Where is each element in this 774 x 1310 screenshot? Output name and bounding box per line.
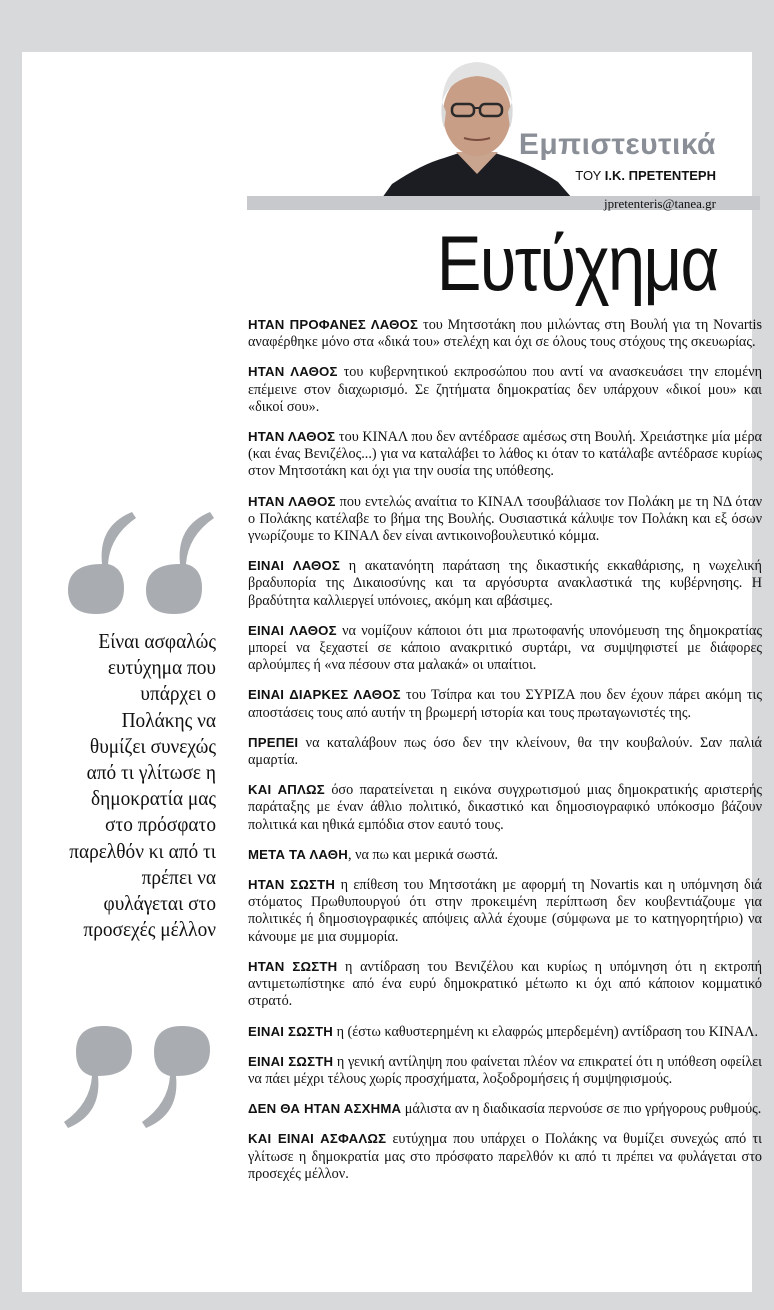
- paragraph-lead: ΕΙΝΑΙ ΛΑΘΟΣ: [248, 558, 341, 574]
- paragraph-text: η αντίδραση του Βενιζέλου και κυρίως η υπόμνηση ότι η εκτροπή αντιμετωπίστηκε από ένα ευρύ δημοκρατικό μέτωπο κι όχι από κάποιον κομματικό στρατό.: [248, 958, 762, 1010]
- paragraph-lead: ΠΡΕΠΕΙ: [248, 734, 299, 750]
- article-body: [248, 316, 762, 1195]
- paragraph-lead: ΕΙΝΑΙ ΣΩΣΤΗ: [248, 1053, 334, 1069]
- paragraph-lead: ΗΤΑΝ ΛΑΘΟΣ: [248, 429, 336, 445]
- close-quote-icon: [64, 1024, 224, 1134]
- paragraph: [248, 686, 762, 721]
- paragraph-text: η ακατανόητη παράταση της δικαστικής εκκαθάρισης, η νωχελική βραδυπορία της Δικαιοσύνης και τα αργόσυρτα ανακλαστικά της κυβέρνησης. Η βραδύτητα καλλιεργεί υπόνοιες, ακόμη και αβάσιμες.: [248, 558, 762, 609]
- author-name: Ι.Κ. ΠΡΕΤΕΝΤΕΡΗ: [604, 168, 716, 183]
- author-portrait: [382, 56, 572, 198]
- paragraph-text: όσο παρατείνεται η εικόνα συγχρωτισμού μιας δημοκρατικής αριστερής παράταξης με έναν άθλιο πολιτικό, δικαστικό και δημοσιογραφικό υπόκοσμο βάζουν πολιτικά και ηθικά εμπόδια στον εαυτό τους.: [248, 782, 763, 833]
- paragraph-text: που εντελώς αναίτια το ΚΙΝΑΛ τσουβάλιασε τον Πολάκη με τη ΝΔ όταν ο Πολάκης κατέλαβε το βήμα της Βουλής. Ουσιαστικά κάλυψε τον Πολάκη και εξ όσων γνωρίζουμε το ΚΙΝΑΛ δεν είναι αντικοινοβουλευτικό κόμμα.: [248, 493, 762, 545]
- paragraph-lead: ΔΕΝ ΘΑ ΗΤΑΝ ΑΣΧΗΜΑ: [248, 1101, 402, 1117]
- paragraph: [248, 428, 762, 481]
- pullquote: Είναι ασφαλώς ευτύχημα που υπάρχει ο Πολάκης να θυμίζει συνεχώς από τι γλίτωσε η δημοκρατία μας στο πρόσφατο παρελθόν κι από τι πρέπει να φυλάγεται στο προσεχές μέλλον: [69, 629, 216, 942]
- paragraph-text: να καταλάβουν πως όσο δεν την κλείνουν, θα την κουβαλούν. Σαν παλιά αμαρτία.: [248, 734, 762, 769]
- paragraph-text: του ΚΙΝΑΛ που δεν αντέδρασε αμέσως στη Βουλή. Χρειάστηκε μία μέρα (και ένας Βενιζέλος...) για να καταλάβει το λάθος κι όταν το κατάλαβε αντέδρασε κυρίως στον Μητσοτάκη και όχι για την ουσία της υπόθεσης.: [248, 429, 762, 480]
- paragraph-text: του Μητσοτάκη που μιλώντας στη Βουλή για τη Novartis αναφέρθηκε μόνο στα «δικά του» στελέχη και όχι σε όλους τους στόχους της σκευωρίας.: [248, 317, 762, 351]
- author-email[interactable]: jpretenteris@tanea.gr: [604, 196, 716, 211]
- paragraph-lead: ΚΑΙ ΑΠΛΩΣ: [248, 782, 325, 798]
- paragraph: [248, 734, 762, 769]
- paragraph-text: να νομίζουν κάποιοι ότι μια πρωτοφανής υπονόμευση της δημοκρατίας μπορεί να ξεχαστεί σε κάποιο ανακριτικό συρτάρι, να συμψηφιστεί με διάφορες αρλούμπες ή «να πέσουν στα μαλακά» οι υπαίτιοι.: [248, 622, 762, 674]
- paragraph-lead: ΜΕΤΑ ΤΑ ΛΑΘΗ: [248, 846, 348, 862]
- paragraph: [248, 1100, 762, 1118]
- paragraph: [248, 1023, 762, 1041]
- paragraph-lead: ΕΙΝΑΙ ΣΩΣΤΗ: [248, 1023, 334, 1039]
- paragraph-text: του Τσίπρα και του ΣΥΡΙΖΑ που δεν έχουν πάρει ακόμη τις αποστάσεις τους από αυτήν τη βρωμερή ιστορία και τους πρωταγωνιστές της.: [248, 687, 762, 721]
- paragraph: [248, 557, 762, 610]
- paragraph-lead: ΗΤΑΝ ΛΑΘΟΣ: [248, 493, 336, 509]
- paragraph: [248, 493, 762, 546]
- paragraph: [248, 316, 762, 351]
- paragraph-lead: ΗΤΑΝ ΠΡΟΦΑΝΕΣ ΛΑΘΟΣ: [248, 317, 419, 332]
- paragraph: [248, 958, 762, 1011]
- paragraph-text: , να πω και μερικά σωστά.: [347, 846, 499, 863]
- paragraph: [248, 1053, 762, 1088]
- paragraph-text: μάλιστα αν η διαδικασία περνούσε σε πιο γρήγορους ρυθμούς.: [401, 1101, 762, 1118]
- paragraph: [248, 363, 762, 416]
- byline: [575, 168, 716, 183]
- headline: Ευτύχημα: [437, 219, 718, 307]
- paragraph-lead: ΗΤΑΝ ΣΩΣΤΗ: [248, 958, 338, 974]
- paragraph: [248, 876, 762, 946]
- paragraph-text: η γενική αντίληψη που φαίνεται πλέον να επικρατεί ότι η υπόθεση οφείλει να πάει μέχρι τέλους χωρίς προσχήματα, λοξοδρομήσεις ή συμψηφισμούς.: [248, 1053, 763, 1087]
- column-title: Εμπιστευτικά: [518, 128, 716, 161]
- open-quote-icon: [64, 506, 224, 616]
- paragraph: [248, 781, 762, 834]
- paragraph-lead: ΚΑΙ ΕΙΝΑΙ ΑΣΦΑΛΩΣ: [248, 1131, 387, 1147]
- paragraph: [248, 622, 762, 675]
- paragraph-lead: ΕΙΝΑΙ ΔΙΑΡΚΕΣ ΛΑΘΟΣ: [248, 687, 401, 703]
- paragraph-lead: ΕΙΝΑΙ ΛΑΘΟΣ: [248, 622, 337, 638]
- paragraph-text: του κυβερνητικού εκπροσώπου που αντί να ανασκευάσει την επομένη επέμεινε στον διαχωρισμό. Σε ζητήματα δημοκρατίας δεν υπάρχουν «δικοί μου» και «δικοί σου».: [248, 364, 762, 415]
- paragraph-text: η (έστω καθυστερημένη κι ελαφρώς μπερδεμένη) αντίδραση του ΚΙΝΑΛ.: [333, 1023, 758, 1040]
- article-page: [22, 52, 763, 1292]
- paragraph: [248, 1130, 762, 1183]
- paragraph: [248, 846, 762, 864]
- paragraph-text: η επίθεση του Μητσοτάκη με αφορμή τη Novartis και η υπόμνηση διά στόματος Πρωθυπουργού ότι στην προκειμένη περίπτωση δεν κουβεντιάζουμε για πολιτικές ή δημοσιογραφικές απόψεις αλλά έχουμε (σύμφωνα με το κατηγορητήριο) να κάνουμε με μια συμμορία.: [248, 877, 762, 945]
- byline-prefix: ΤΟΥ: [575, 168, 602, 183]
- paragraph-lead: ΗΤΑΝ ΣΩΣΤΗ: [248, 877, 336, 893]
- paragraph-lead: ΗΤΑΝ ΛΑΘΟΣ: [248, 364, 338, 380]
- paragraph-text: ευτύχημα που υπάρχει ο Πολάκης να θυμίζει συνεχώς από τι γλίτωσε η δημοκρατία μας στο πρόσφατο παρελθόν κι από τι πρέπει να φυλάγεται στο προσεχές μέλλον.: [248, 1131, 762, 1182]
